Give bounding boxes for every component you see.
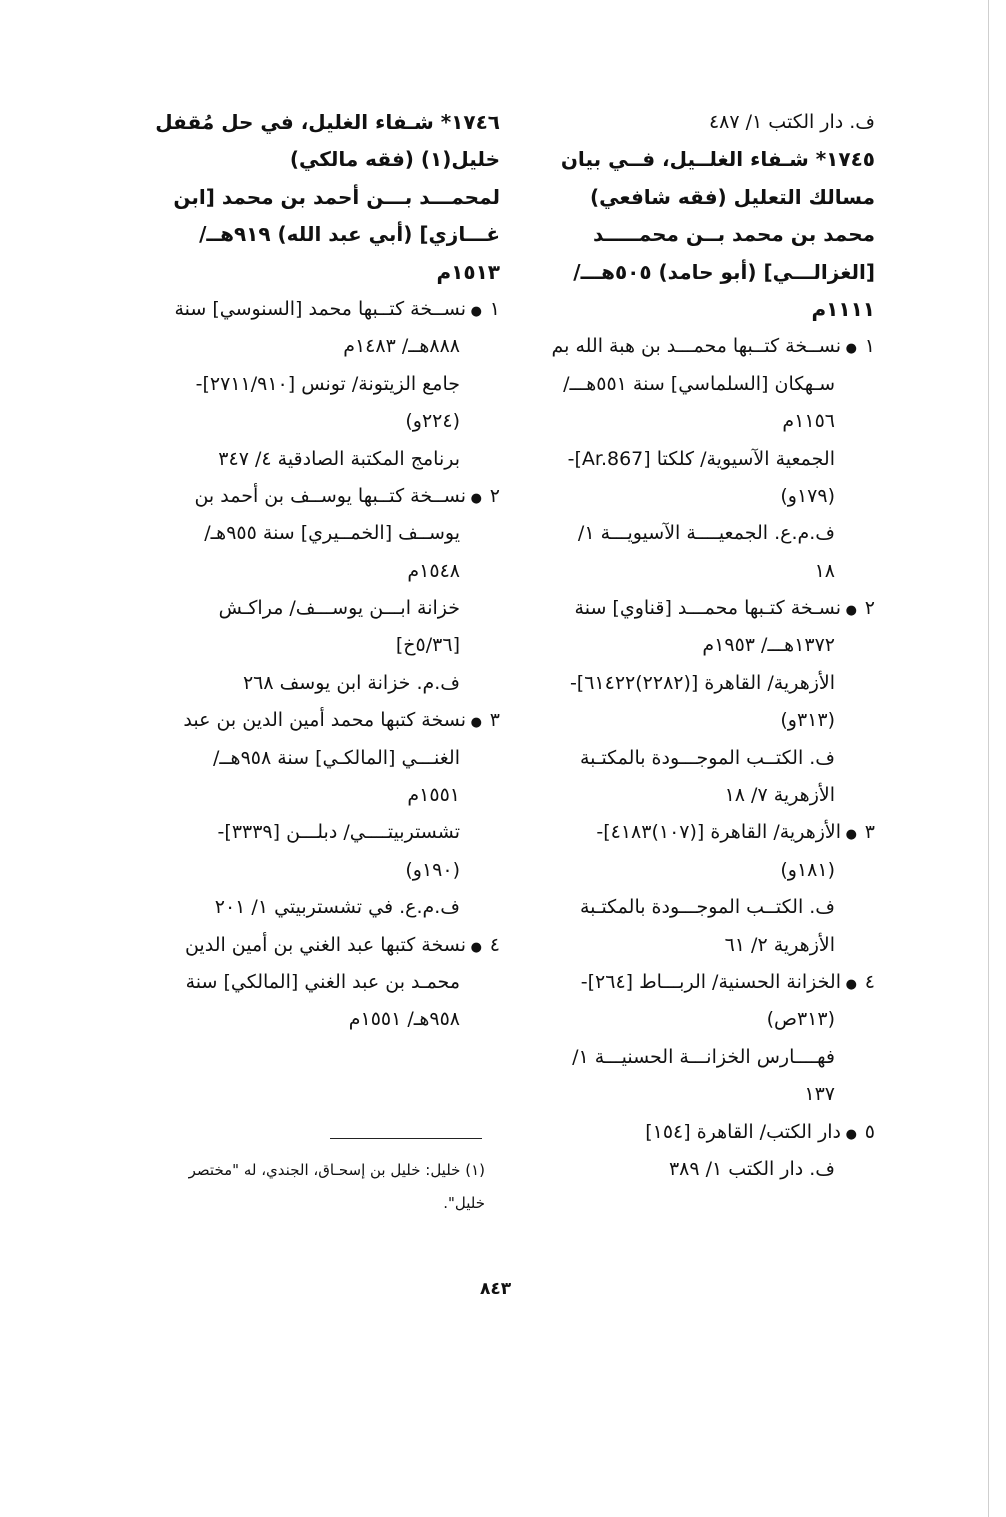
item-detail-line: فهــــارس الخزانـــة الحسنيـــة ١/ <box>572 1045 835 1068</box>
right-column <box>523 104 875 1188</box>
entry-heading-line: غـــازي] (أبي عبد الله) ٩١٩هــ/ <box>199 222 500 247</box>
item-detail-line: سـهكان [السلماسي] سنة ٥٥١هـــ/ <box>563 372 835 395</box>
item-detail-line: تشستربيتــــي/ دبلـــن [٣٣٣٩]- <box>217 821 460 844</box>
item-number: ٢ <box>864 597 875 620</box>
item-detail-line: الغنـــي [المالكـي] سنة ٩٥٨هــ/ <box>213 746 460 769</box>
item-detail-line: ١٥٤٨م <box>407 559 460 582</box>
manuscript-item <box>523 1114 875 1151</box>
item-detail-line: ١١٥٦م <box>782 410 835 433</box>
item-number: ٤ <box>864 970 875 993</box>
item-detail-line: ف.م.ع. في تشستربيتي ١/ ٢٠١ <box>214 896 460 919</box>
entry-heading-line: محمد بن محمد بــن محمـــــد <box>593 222 875 247</box>
footnote <box>150 1154 485 1220</box>
manuscript-item <box>150 291 500 328</box>
entry-heading-line: ١٧٤٦* شـفاء الغليل، في حل مُقفل <box>155 110 500 134</box>
item-text: نسخة كتبها محمد أمين الدين بن عبد <box>183 709 466 732</box>
page-number: ٨٤٣ <box>480 1279 512 1299</box>
manuscript-item <box>523 590 875 627</box>
item-number: ٣ <box>864 821 875 844</box>
item-detail-line: جامع الزيتونة/ تونس [٢٧١١/٩١٠]- <box>195 372 460 395</box>
item-detail-line: (٣١٣ص) <box>766 1008 835 1031</box>
item-detail-line: [٥/٣٦خ] <box>395 634 460 657</box>
entry-heading-line: [الغزالـــي] (أبو حامد) ٥٠٥هـــ/ <box>573 259 875 284</box>
item-detail-line: الجمعية الآسيوية/ كلكتا [Ar.867]- <box>567 447 835 470</box>
item-number: ٥ <box>864 1120 875 1143</box>
item-detail-line: الأزهرية ٢/ ٦١ <box>724 933 835 956</box>
item-detail-line: ٩٥٨هـ/ ١٥٥١م <box>348 1008 460 1031</box>
bullet-icon: ● <box>845 1126 857 1142</box>
item-detail-line: محمـد بن عبد الغني [المالكي] سنة <box>185 970 460 993</box>
bullet-icon: ● <box>845 976 857 992</box>
item-detail-line: ف.م.ع. الجمعيــــة الآسيويـــة ١/ <box>577 522 835 545</box>
item-detail-line: يوســف [الخمــيري] سنة ٩٥٥هـ/ <box>204 522 460 545</box>
bullet-icon: ● <box>470 939 482 955</box>
item-detail-line: الأزهرية ٧/ ١٨ <box>724 784 835 807</box>
manuscript-item <box>523 328 875 365</box>
item-detail-line: (١٧٩و) <box>780 484 835 507</box>
item-detail-line: برنامج المكتبة الصادقية ٤/ ٣٤٧ <box>218 447 460 470</box>
item-detail-line: ٨٨٨هــ/ ١٤٨٣م <box>343 335 460 358</box>
entry-heading-line: ١١١١م <box>811 296 875 321</box>
footnote-separator <box>330 1138 482 1139</box>
entry-heading-line: خليل(١) (فقه مالكي) <box>289 147 500 172</box>
item-text: دار الكتب/ القاهرة [١٥٤] <box>645 1120 841 1143</box>
item-text: نسـخة كتـبها محمـــد [قناوي] سنة <box>574 597 841 620</box>
item-detail-line: ف. الكتــب الموجـــودة بالمكتـبة <box>579 746 835 769</box>
item-detail-line: ١٣٧ <box>804 1083 835 1106</box>
bullet-icon: ● <box>470 303 482 319</box>
item-detail-line: ١٨ <box>814 559 835 582</box>
item-number: ٢ <box>489 484 500 507</box>
item-number: ١ <box>864 335 875 358</box>
footnote-line: (١) خليل: خليل بن إسحـاق، الجندي، له "مختصر <box>188 1161 485 1179</box>
item-number: ١ <box>489 297 500 320</box>
footnote-line: خليل". <box>443 1194 485 1212</box>
bullet-icon: ● <box>845 341 857 357</box>
bullet-icon: ● <box>470 490 482 506</box>
bullet-icon: ● <box>470 715 482 731</box>
item-detail-line: (١٨١و) <box>780 858 835 881</box>
manuscript-item <box>523 814 875 851</box>
item-text: الخزانة الحسنية/ الربـــاط [٢٦٤]- <box>580 970 841 993</box>
item-detail-line: ١٥٥١م <box>407 784 460 807</box>
bullet-icon: ● <box>845 827 857 843</box>
manuscript-item <box>150 927 500 964</box>
entry-heading-line: ١٧٤٥* شـفاء الغلــيل، فــي بيان <box>560 147 875 172</box>
entry-heading-line: لمحمـــد بـــن أحمد بن محمد [ابن <box>173 184 500 209</box>
manuscript-item <box>150 702 500 739</box>
manuscript-item <box>150 478 500 515</box>
bullet-icon: ● <box>845 603 857 619</box>
item-detail-line: ف. دار الكتب ١/ ٣٨٩ <box>668 1157 835 1180</box>
entry-heading-line: مسالك التعليل (فقه شافعي) <box>590 184 875 209</box>
item-text: نســخة كتــبها محمـــد بن هبة الله بم <box>551 335 841 358</box>
scan-edge-line <box>988 0 989 1517</box>
item-number: ٤ <box>489 933 500 956</box>
item-text: نســخة كتــبها يوســف بن أحمد بن <box>194 484 466 507</box>
item-detail-line: ١٣٧٢هـــ/ ١٩٥٣م <box>702 634 835 657</box>
item-detail-line: ف. الكتــب الموجـــودة بالمكتـبة <box>579 896 835 919</box>
entry-heading-line: ١٥١٣م <box>436 259 500 284</box>
item-text: الأزهرية/ القاهرة [(١٠٧)٤١٨٣]- <box>596 821 841 844</box>
left-column <box>150 104 500 1039</box>
item-text: نسخة كتبها عبد الغني بن أمين الدين <box>184 933 466 956</box>
item-detail-line: خزانة ابـــن يوســـف/ مراكـش <box>218 597 460 620</box>
item-detail-line: (٣١٣و) <box>780 709 835 732</box>
item-number: ٣ <box>489 709 500 732</box>
item-text: نســخة كتــبها محمد [السنوسي] سنة <box>174 297 466 320</box>
reference-line: ف. دار الكتب ١/ ٤٨٧ <box>708 111 875 133</box>
item-detail-line: الأزهرية/ القاهرة [(٢٢٨٢)٦١٤٢٢]- <box>569 671 835 694</box>
manuscript-item <box>523 964 875 1001</box>
item-detail-line: ف.م. خزانة ابن يوسف ٢٦٨ <box>242 671 460 694</box>
item-detail-line: (١٩٠و) <box>405 858 460 881</box>
item-detail-line: (٢٢٤و) <box>405 410 460 433</box>
